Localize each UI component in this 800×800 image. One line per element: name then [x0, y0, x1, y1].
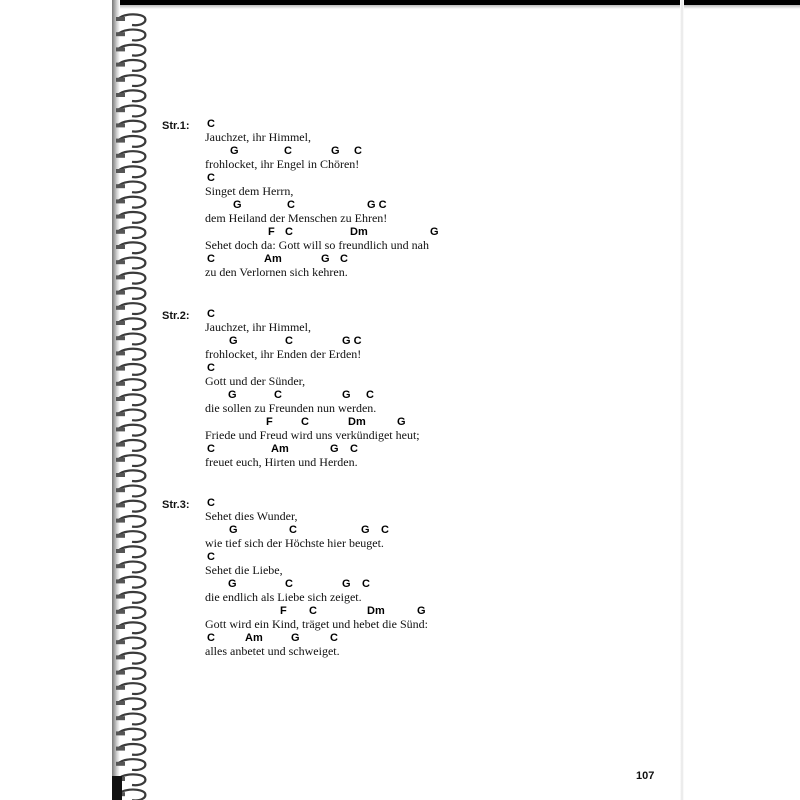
lyric-line: Singet dem Herrn,	[205, 184, 294, 198]
lyric-line: Gott und der Sünder,	[205, 374, 306, 388]
chord: G	[229, 335, 238, 347]
chord: C	[207, 551, 215, 563]
song-line	[0, 416, 800, 443]
binding-hole	[116, 17, 125, 21]
lyric-line: Sehet dies Wunder,	[205, 509, 298, 523]
page-number: 107	[636, 770, 655, 782]
chord: G	[230, 145, 239, 157]
binding-hole	[116, 747, 125, 751]
chord-line	[0, 145, 800, 158]
binding-hole	[116, 78, 125, 82]
chord: C	[207, 308, 215, 320]
chord: F	[280, 605, 287, 617]
chord-line	[0, 524, 800, 537]
binding-hole	[116, 671, 125, 675]
chord: C	[330, 632, 338, 644]
chord: G	[342, 389, 351, 401]
lyric-line: die endlich als Liebe sich zeiget.	[205, 590, 362, 604]
chord: C	[301, 416, 309, 428]
verse-body	[0, 308, 800, 470]
verse-3	[0, 497, 800, 659]
chord: G	[330, 443, 339, 455]
song-line	[0, 226, 800, 253]
chord: C	[289, 524, 297, 536]
chord: F	[266, 416, 273, 428]
lyric-line: Gott wird ein Kind, träget und hebet die Sünd:	[205, 617, 428, 631]
chord: G C	[342, 335, 362, 347]
chord: G	[331, 145, 340, 157]
chord-line	[0, 443, 800, 456]
chord-line	[0, 172, 800, 185]
lyric-line: Friede und Freud wird uns verkündiget heut;	[205, 428, 420, 442]
chord: C	[285, 578, 293, 590]
chord: C	[366, 389, 374, 401]
song-line	[0, 253, 800, 280]
chord: Am	[271, 443, 289, 455]
chord: C	[340, 253, 348, 265]
chord: C	[207, 118, 215, 130]
chord: G	[229, 524, 238, 536]
binding-hole	[116, 93, 125, 97]
binding-hole	[116, 47, 125, 51]
chord: G	[417, 605, 426, 617]
verse-2	[0, 308, 800, 470]
chord: Dm	[348, 416, 366, 428]
chord: C	[354, 145, 362, 157]
verse-body	[0, 497, 800, 659]
binding-hole	[116, 488, 125, 492]
binding-hole	[116, 63, 125, 67]
verse-label: Str.3:	[162, 499, 190, 511]
chord: C	[207, 497, 215, 509]
binding-hole	[116, 108, 125, 112]
song-line	[0, 172, 800, 199]
song-line	[0, 145, 800, 172]
lyric-line: frohlocket, ihr Engel in Chören!	[205, 157, 360, 171]
chord: G	[321, 253, 330, 265]
lyric-line: alles anbetet und schweiget.	[205, 644, 340, 658]
lyric-line: Sehet doch da: Gott will so freundlich und nah	[205, 238, 429, 252]
chord: G C	[367, 199, 387, 211]
song-line	[0, 362, 800, 389]
binding-hole	[116, 291, 125, 295]
chord: Dm	[367, 605, 385, 617]
lyric-line: frohlocket, ihr Enden der Erden!	[205, 347, 362, 361]
chord: C	[350, 443, 358, 455]
chord: G	[291, 632, 300, 644]
chord: C	[207, 172, 215, 184]
chord-line	[0, 118, 800, 131]
chord: C	[207, 443, 215, 455]
lyric-line: die sollen zu Freunden nun werden.	[205, 401, 377, 415]
chord: G	[430, 226, 439, 238]
lyric-line: Jauchzet, ihr Himmel,	[205, 320, 311, 334]
chord-line	[0, 578, 800, 591]
song-line	[0, 605, 800, 632]
chord: C	[381, 524, 389, 536]
chord: F	[268, 226, 275, 238]
binding-hole	[116, 731, 125, 735]
verse-label: Str.2:	[162, 310, 190, 322]
song-line	[0, 308, 800, 335]
verse-body	[0, 118, 800, 280]
binding-bottom-edge	[112, 776, 122, 800]
verse-label: Str.1:	[162, 120, 190, 132]
verse-1	[0, 118, 800, 280]
lyric-line: wie tief sich der Höchste hier beuget.	[205, 536, 384, 550]
chord: C	[274, 389, 282, 401]
chord: Dm	[350, 226, 368, 238]
chord: G	[233, 199, 242, 211]
song-line	[0, 443, 800, 470]
binding-hole	[116, 701, 125, 705]
chord: C	[285, 226, 293, 238]
chord-line	[0, 551, 800, 564]
song-line	[0, 199, 800, 226]
chord: C	[207, 362, 215, 374]
chord-line	[0, 253, 800, 266]
binding-hole	[116, 762, 125, 766]
lyric-line: dem Heiland der Menschen zu Ehren!	[205, 211, 388, 225]
song-line	[0, 497, 800, 524]
chord: G	[342, 578, 351, 590]
chord: C	[207, 632, 215, 644]
lyric-line: Sehet die Liebe,	[205, 563, 283, 577]
chord-line	[0, 308, 800, 321]
chord-line	[0, 389, 800, 402]
song-line	[0, 578, 800, 605]
page-top-edge	[118, 0, 800, 9]
lyric-line: zu den Verlornen sich kehren.	[205, 265, 348, 279]
chord-line	[0, 497, 800, 510]
binding-hole	[116, 473, 125, 477]
lyric-line: freuet euch, Hirten und Herden.	[205, 455, 358, 469]
chord: G	[397, 416, 406, 428]
chord: C	[309, 605, 317, 617]
chord: G	[228, 389, 237, 401]
song-line	[0, 335, 800, 362]
chord: C	[362, 578, 370, 590]
chord-line	[0, 632, 800, 645]
chord: Am	[245, 632, 263, 644]
song-line	[0, 551, 800, 578]
chord-line	[0, 199, 800, 212]
song-line	[0, 389, 800, 416]
chord-line	[0, 362, 800, 375]
binding-hole	[116, 32, 125, 36]
chord: Am	[264, 253, 282, 265]
chord: C	[287, 199, 295, 211]
chord: C	[207, 253, 215, 265]
chord: G	[228, 578, 237, 590]
chord: C	[285, 335, 293, 347]
song-line	[0, 118, 800, 145]
binding-hole	[116, 716, 125, 720]
lyric-line: Jauchzet, ihr Himmel,	[205, 130, 311, 144]
chord-line	[0, 335, 800, 348]
binding-hole	[116, 686, 125, 690]
chord: C	[284, 145, 292, 157]
song-line	[0, 524, 800, 551]
chord: G	[361, 524, 370, 536]
song-line	[0, 632, 800, 659]
